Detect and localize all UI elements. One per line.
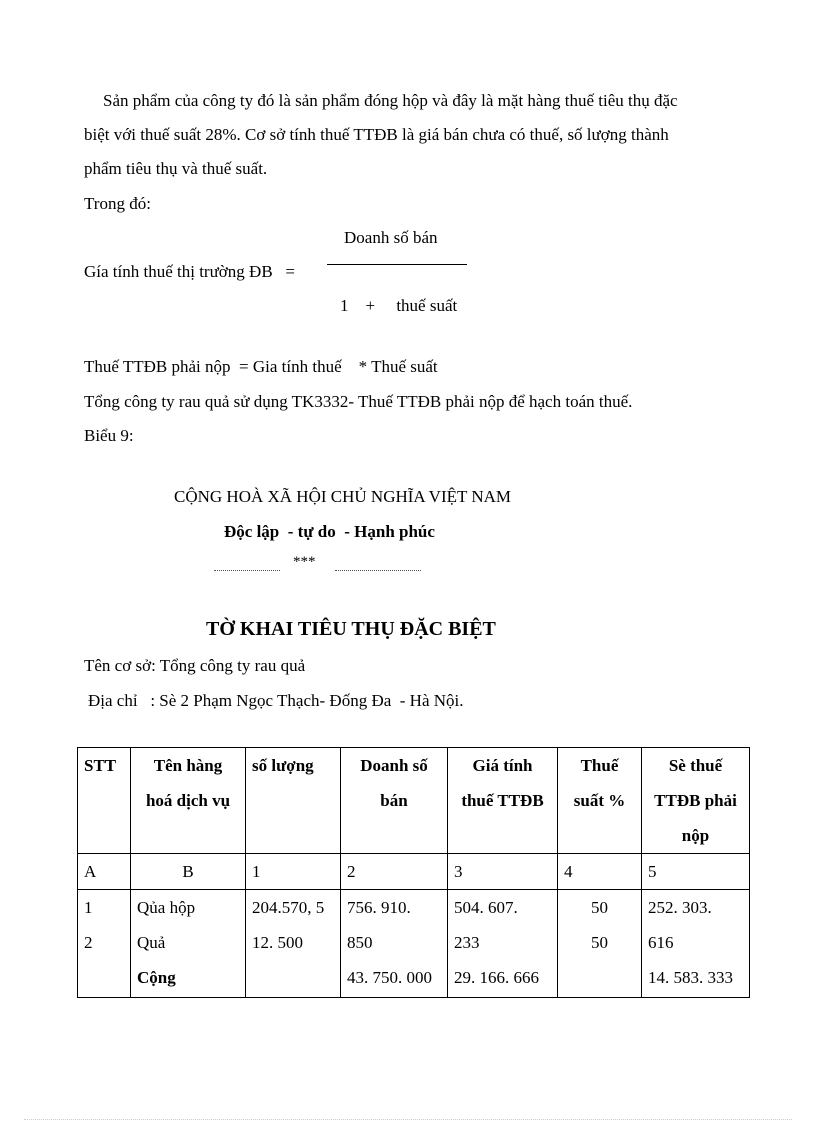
header-quantity: số lượng: [246, 748, 341, 854]
country-title: CỘNG HOÀ XÃ HỘI CHỦ NGHĨA VIỆT NAM: [174, 487, 512, 506]
stars-ornament: ***: [293, 554, 316, 570]
account-line: Tổng công ty rau quả sử dụng TK3332- Thuế TTĐB phải nộp để hạch toán thuế.: [84, 392, 633, 411]
header-revenue: Doanh số bán: [341, 748, 448, 854]
intro-line-1: Sản phẩm của công ty đó là sản phẩm đóng hộp và đây là mặt hàng thuế tiêu thụ đặc: [103, 91, 678, 110]
page-bottom-edge: [24, 1119, 792, 1120]
cell-taxable-price: 504. 607. 233 29. 166. 666: [448, 890, 558, 998]
cell-revenue: 756. 910. 850 43. 750. 000: [341, 890, 448, 998]
cell-stt: 1 2: [78, 890, 131, 998]
cell-item-name: Qủa hộp Quả Cộng: [131, 890, 246, 998]
form-title: TỜ KHAI TIÊU THỤ ĐẶC BIỆT: [206, 618, 496, 640]
declaration-table: [77, 747, 750, 998]
cell-quantity: 204.570, 5 12. 500: [246, 890, 341, 998]
header-taxable-price: Giá tính thuế TTĐB: [448, 748, 558, 854]
total-label: Cộng: [137, 968, 176, 987]
table-row: [78, 890, 750, 998]
intro-line-2: biệt với thuế suất 28%. Cơ sở tính thuế TTĐB là giá bán chưa có thuế, số lượng thành: [84, 125, 669, 144]
formula-tax-payable: Thuế TTĐB phải nộp = Gia tính thuế * Thuế suất: [84, 357, 438, 376]
header-tax-rate: Thuế suất %: [558, 748, 642, 854]
table-header-row: [78, 748, 750, 854]
index-cell: A: [78, 854, 131, 890]
fraction-bar: [327, 264, 467, 265]
index-cell: 4: [558, 854, 642, 890]
facility-name: Tên cơ sở: Tổng công ty rau quả: [84, 656, 306, 675]
cell-tax-rate: 50 50: [558, 890, 642, 998]
formula-numerator: Doanh số bán: [344, 228, 438, 247]
index-cell: 2: [341, 854, 448, 890]
header-stt: STT: [78, 748, 131, 854]
table-index-row: [78, 854, 750, 890]
index-cell: 5: [642, 854, 750, 890]
divider-right: [335, 570, 421, 571]
motto: Độc lập - tự do - Hạnh phúc: [224, 522, 435, 541]
formula-lhs: Gía tính thuế thị trường ĐB =: [84, 262, 295, 281]
cell-tax-payable: 252. 303. 616 14. 583. 333: [642, 890, 750, 998]
index-cell: 1: [246, 854, 341, 890]
header-item-name: Tên hàng hoá dịch vụ: [131, 748, 246, 854]
divider-left: [214, 570, 280, 571]
header-tax-payable: Sè thuế TTĐB phải nộp: [642, 748, 750, 854]
facility-address: Địa chỉ : Sè 2 Phạm Ngọc Thạch- Đống Đa - Hà Nội.: [88, 691, 464, 710]
index-cell: 3: [448, 854, 558, 890]
trong-do-label: Trong đó:: [84, 194, 151, 213]
intro-line-3: phẩm tiêu thụ và thuế suất.: [84, 159, 268, 178]
index-cell: B: [131, 854, 246, 890]
bieu-label: Biểu 9:: [84, 426, 134, 445]
formula-denominator: 1 + thuế suất: [340, 296, 458, 315]
